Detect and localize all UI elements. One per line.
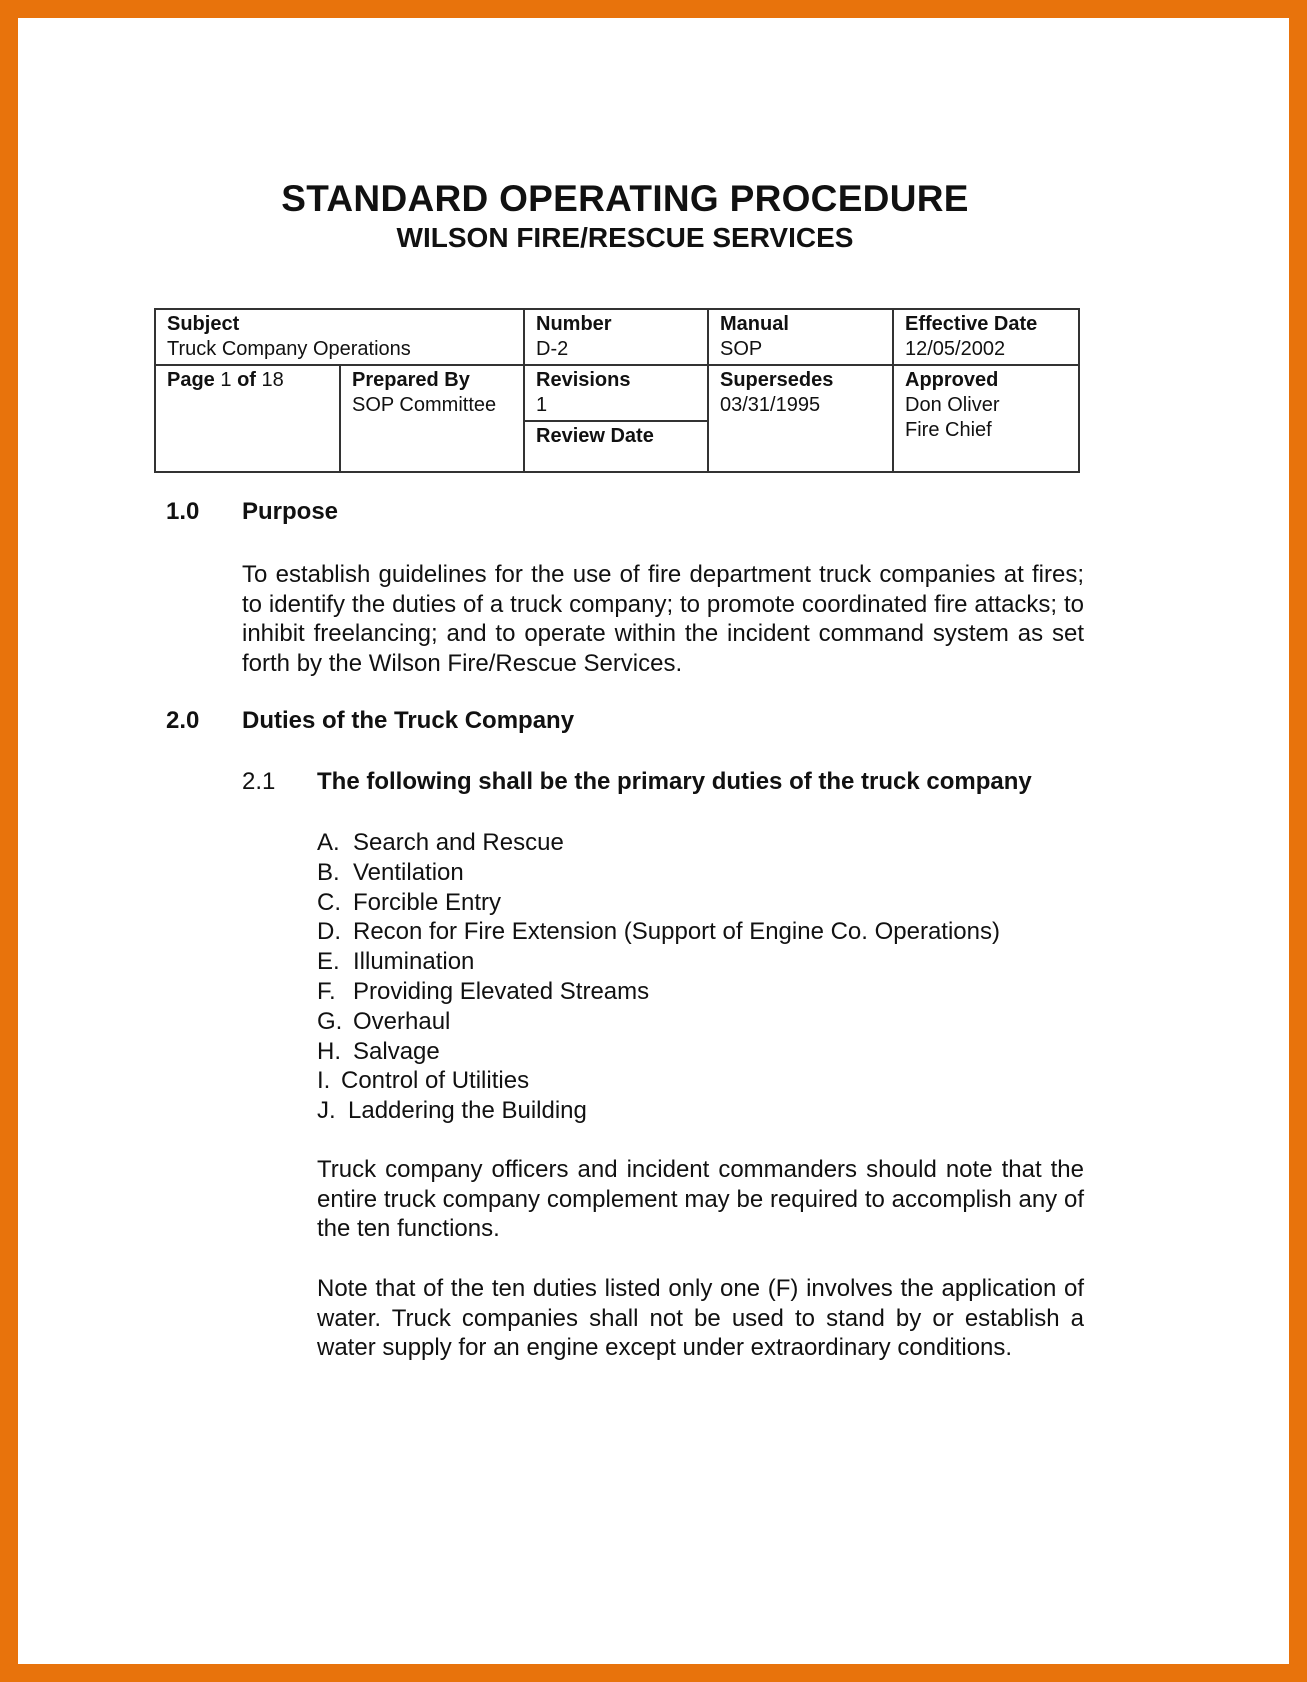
- section-number: 2.0: [166, 707, 200, 734]
- list-item: [317, 947, 1000, 977]
- revisions-value: 1: [536, 394, 548, 416]
- list-item: [317, 977, 1000, 1007]
- prepared-by-value: SOP Committee: [352, 394, 497, 416]
- duties-list: [317, 828, 1000, 1126]
- list-item-text: Overhaul: [353, 1007, 451, 1035]
- page-total: 18: [261, 369, 284, 391]
- supersedes-cell: [708, 365, 893, 472]
- list-item-letter: D.: [317, 918, 341, 946]
- page-cell: [155, 365, 340, 472]
- list-item: [317, 858, 1000, 888]
- subsection-number: 2.1: [242, 768, 276, 795]
- subject-value: Truck Company Operations: [167, 338, 411, 360]
- section-title-purpose: Purpose: [242, 498, 339, 525]
- list-item-letter: E.: [317, 948, 340, 976]
- list-item-text: Search and Rescue: [353, 829, 564, 856]
- number-label: Number: [536, 313, 612, 335]
- page-current: 1: [220, 369, 232, 391]
- list-item-letter: I.: [317, 1067, 331, 1095]
- list-item: [317, 1096, 1000, 1126]
- list-item: [317, 1007, 1000, 1037]
- list-item-text: Providing Elevated Streams: [353, 977, 650, 1005]
- number-cell: [524, 309, 708, 365]
- subject-cell: [155, 309, 524, 365]
- list-item: [317, 828, 1000, 858]
- prepared-by-label: Prepared By: [352, 369, 470, 391]
- list-item-text: Forcible Entry: [353, 888, 502, 916]
- revisions-label: Revisions: [536, 369, 631, 391]
- list-item-letter: J.: [317, 1097, 336, 1125]
- list-item-letter: H.: [317, 1037, 341, 1065]
- manual-cell: [708, 309, 893, 365]
- approved-name: Don Oliver: [905, 394, 1000, 416]
- effective-date-value: 12/05/2002: [905, 338, 1006, 360]
- effective-date-cell: [893, 309, 1079, 365]
- manual-label: Manual: [720, 313, 789, 335]
- list-item-letter: C.: [317, 888, 341, 916]
- purpose-paragraph: To establish guidelines for the use of fire department truck companies at fires; to identify the duties of a truck company; to promote coordinated fire attacks; to inhibit freelancing; and to operate within the incident command system as set forth by the Wilson Fire/Rescue Services.: [242, 561, 1084, 677]
- list-item: [317, 1066, 1000, 1096]
- note-paragraph-functions: Truck company officers and incident commanders should note that the entire truck company complement may be required to accomplish any of the ten functions.: [317, 1156, 1084, 1242]
- list-item-text: Recon for Fire Extension (Support of Engine Co. Operations): [353, 918, 1000, 946]
- note-paragraph-water: Note that of the ten duties listed only one (F) involves the application of water. Truck companies shall not be used to stand by or establish a water supply for an engine except under extraordinary conditions.: [317, 1275, 1084, 1361]
- approved-cell: [893, 365, 1079, 472]
- list-item-text: Ventilation: [353, 858, 464, 886]
- list-item-letter: F.: [317, 977, 336, 1005]
- document-subtitle: WILSON FIRE/RESCUE SERVICES: [396, 222, 854, 253]
- list-item: [317, 1037, 1000, 1067]
- page-label: Page: [167, 369, 215, 391]
- section-number: 1.0: [166, 498, 200, 525]
- list-item-text: Salvage: [353, 1037, 440, 1065]
- list-item-letter: G.: [317, 1007, 343, 1035]
- list-item-text: Laddering the Building: [348, 1097, 587, 1125]
- list-item-letter: A.: [317, 829, 340, 856]
- subsection-title: The following shall be the primary duties of the truck company: [317, 768, 1032, 795]
- effective-date-label: Effective Date: [905, 313, 1038, 335]
- sop-info-table: [154, 308, 1080, 473]
- subject-label: Subject: [167, 313, 240, 335]
- review-date-label: Review Date: [536, 425, 654, 447]
- manual-value: SOP: [720, 338, 763, 360]
- list-item-text: Control of Utilities: [341, 1067, 530, 1095]
- list-item-text: Illumination: [353, 948, 475, 976]
- approved-label: Approved: [905, 369, 999, 391]
- list-item: [317, 888, 1000, 918]
- number-value: D-2: [536, 338, 569, 360]
- supersedes-value: 03/31/1995: [720, 394, 821, 416]
- page-of: of: [237, 369, 256, 391]
- document-title: STANDARD OPERATING PROCEDURE: [281, 178, 969, 219]
- supersedes-label: Supersedes: [720, 369, 834, 391]
- revisions-cell: [524, 365, 708, 421]
- review-date-cell: [524, 421, 708, 472]
- section-title-duties: Duties of the Truck Company: [242, 707, 575, 734]
- approved-title: Fire Chief: [905, 419, 992, 441]
- prepared-by-cell: [340, 365, 524, 472]
- list-item: [317, 917, 1000, 947]
- list-item-letter: B.: [317, 858, 340, 886]
